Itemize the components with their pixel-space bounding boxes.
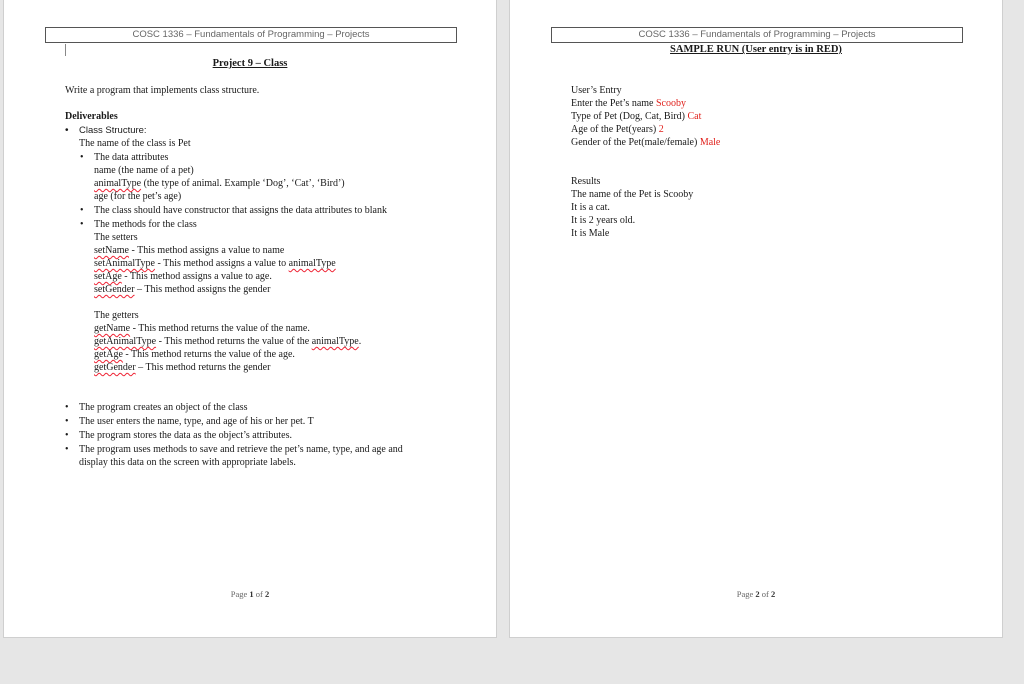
setgender-desc: – This method assigns the gender	[134, 284, 271, 295]
result-line-4: It is Male	[571, 228, 610, 239]
spellcheck-word: getAge	[94, 349, 123, 360]
getgender-line	[94, 361, 270, 374]
setanimaltype-line	[94, 257, 336, 270]
prompt-type: Type of Pet (Dog, Cat, Bird)	[571, 111, 688, 122]
class-name-line: The name of the class is Pet	[79, 138, 191, 149]
result-line-3: It is 2 years old.	[571, 215, 636, 226]
document-page-1	[3, 0, 497, 638]
user-value-age: 2	[658, 124, 664, 135]
constructor-text: The class should have constructor that assigns the data attributes to blank	[94, 205, 387, 216]
user-value-type: Cat	[687, 111, 702, 122]
sample-run-title: SAMPLE RUN (User entry is in RED)	[670, 44, 842, 55]
prompt-gender-line	[571, 136, 720, 149]
spellcheck-word: animalType	[288, 258, 336, 269]
class-structure-label: Class Structure:	[79, 125, 147, 136]
setage-line	[94, 270, 272, 283]
attr-animaltype-desc: (the type of animal. Example ‘Dog’, ‘Cat’, ‘Bird’)	[141, 178, 345, 189]
user-value-gender: Male	[699, 137, 721, 148]
methods-bullet	[94, 218, 197, 231]
prompt-age: Age of the Pet(years)	[571, 124, 659, 135]
prompt-gender: Gender of the Pet(male/female)	[571, 137, 700, 148]
data-attributes-label: The data attributes	[94, 152, 169, 163]
footer-total-pages: 2	[265, 589, 270, 599]
user-value-name: Scooby	[655, 98, 686, 109]
setters-label: The setters	[94, 232, 138, 243]
spellcheck-word: getGender	[94, 362, 136, 373]
spellcheck-word: getAnimalType	[94, 336, 157, 347]
getname-desc: - This method returns the value of the name.	[130, 323, 310, 334]
page-footer	[4, 589, 496, 599]
spellcheck-word: setAge	[94, 271, 122, 282]
attr-age-line: age (for the pet’s age)	[94, 191, 182, 202]
spellcheck-word: setAnimalType	[94, 258, 155, 269]
data-attributes-bullet	[94, 151, 168, 164]
spellcheck-word: setName	[94, 245, 129, 256]
getname-line	[94, 322, 310, 335]
result-line-2: It is a cat.	[571, 202, 610, 213]
setanimaltype-desc: - This method assigns a value to	[154, 258, 289, 269]
getage-desc: - This method returns the value of the age.	[122, 349, 295, 360]
program-bullet-4	[79, 443, 403, 456]
prompt-age-line	[571, 123, 664, 136]
attr-name-line: name (the name of a pet)	[94, 165, 194, 176]
footer-current-page: 1	[249, 589, 254, 599]
program-bullet-4-cont: display this data on the screen with appropriate labels.	[79, 457, 296, 468]
getanimaltype-line	[94, 335, 361, 348]
page-header[interactable]: COSC 1336 – Fundamentals of Programming – Projects	[551, 27, 963, 43]
setname-line	[94, 244, 284, 257]
setname-desc: - This method assigns a value to name	[129, 245, 285, 256]
program-bullet-text: The program uses methods to save and retrieve the pet’s name, type, and age and	[79, 444, 403, 455]
program-bullet-3	[79, 429, 292, 442]
program-bullet-1	[79, 401, 248, 414]
intro-text: Write a program that implements class structure.	[65, 85, 260, 96]
program-bullet-2	[79, 415, 314, 428]
prompt-name-line	[571, 97, 686, 110]
deliverables-heading: Deliverables	[65, 111, 118, 122]
getanimaltype-end: .	[358, 336, 362, 347]
program-bullet-text: The user enters the name, type, and age of his or her pet. T	[79, 416, 314, 427]
getgender-desc: – This method returns the gender	[135, 362, 271, 373]
page-footer	[510, 589, 1002, 599]
prompt-type-line	[571, 110, 701, 123]
class-structure-bullet	[79, 124, 147, 137]
result-line-1: The name of the Pet is Scooby	[571, 189, 694, 200]
setage-desc: - This method assigns a value to age.	[121, 271, 272, 282]
attr-animaltype-line	[94, 177, 345, 190]
methods-label: The methods for the class	[94, 219, 197, 230]
page-header[interactable]: COSC 1336 – Fundamentals of Programming – Projects	[45, 27, 457, 43]
project-title: Project 9 – Class	[212, 58, 288, 69]
footer-prefix: Page	[230, 589, 250, 599]
spellcheck-word: animalType	[94, 178, 142, 189]
footer-current-page: 2	[755, 589, 760, 599]
program-bullet-text: The program stores the data as the object’s attributes.	[79, 430, 292, 441]
program-bullet-text: The program creates an object of the class	[79, 402, 248, 413]
results-heading: Results	[571, 176, 601, 187]
getters-label: The getters	[94, 310, 139, 321]
spellcheck-word: animalType	[311, 336, 359, 347]
footer-mid: of	[759, 589, 771, 599]
user-entry-heading: User’s Entry	[571, 85, 622, 96]
getanimaltype-desc: - This method returns the value of the	[156, 336, 312, 347]
document-page-2	[509, 0, 1003, 638]
text-cursor	[65, 44, 66, 56]
spellcheck-word: setGender	[94, 284, 135, 295]
footer-mid: of	[253, 589, 265, 599]
constructor-bullet	[94, 204, 387, 217]
footer-prefix: Page	[736, 589, 756, 599]
prompt-name: Enter the Pet’s name	[571, 98, 656, 109]
getage-line	[94, 348, 295, 361]
setgender-line	[94, 283, 270, 296]
spellcheck-word: getName	[94, 323, 131, 334]
footer-total-pages: 2	[771, 589, 776, 599]
